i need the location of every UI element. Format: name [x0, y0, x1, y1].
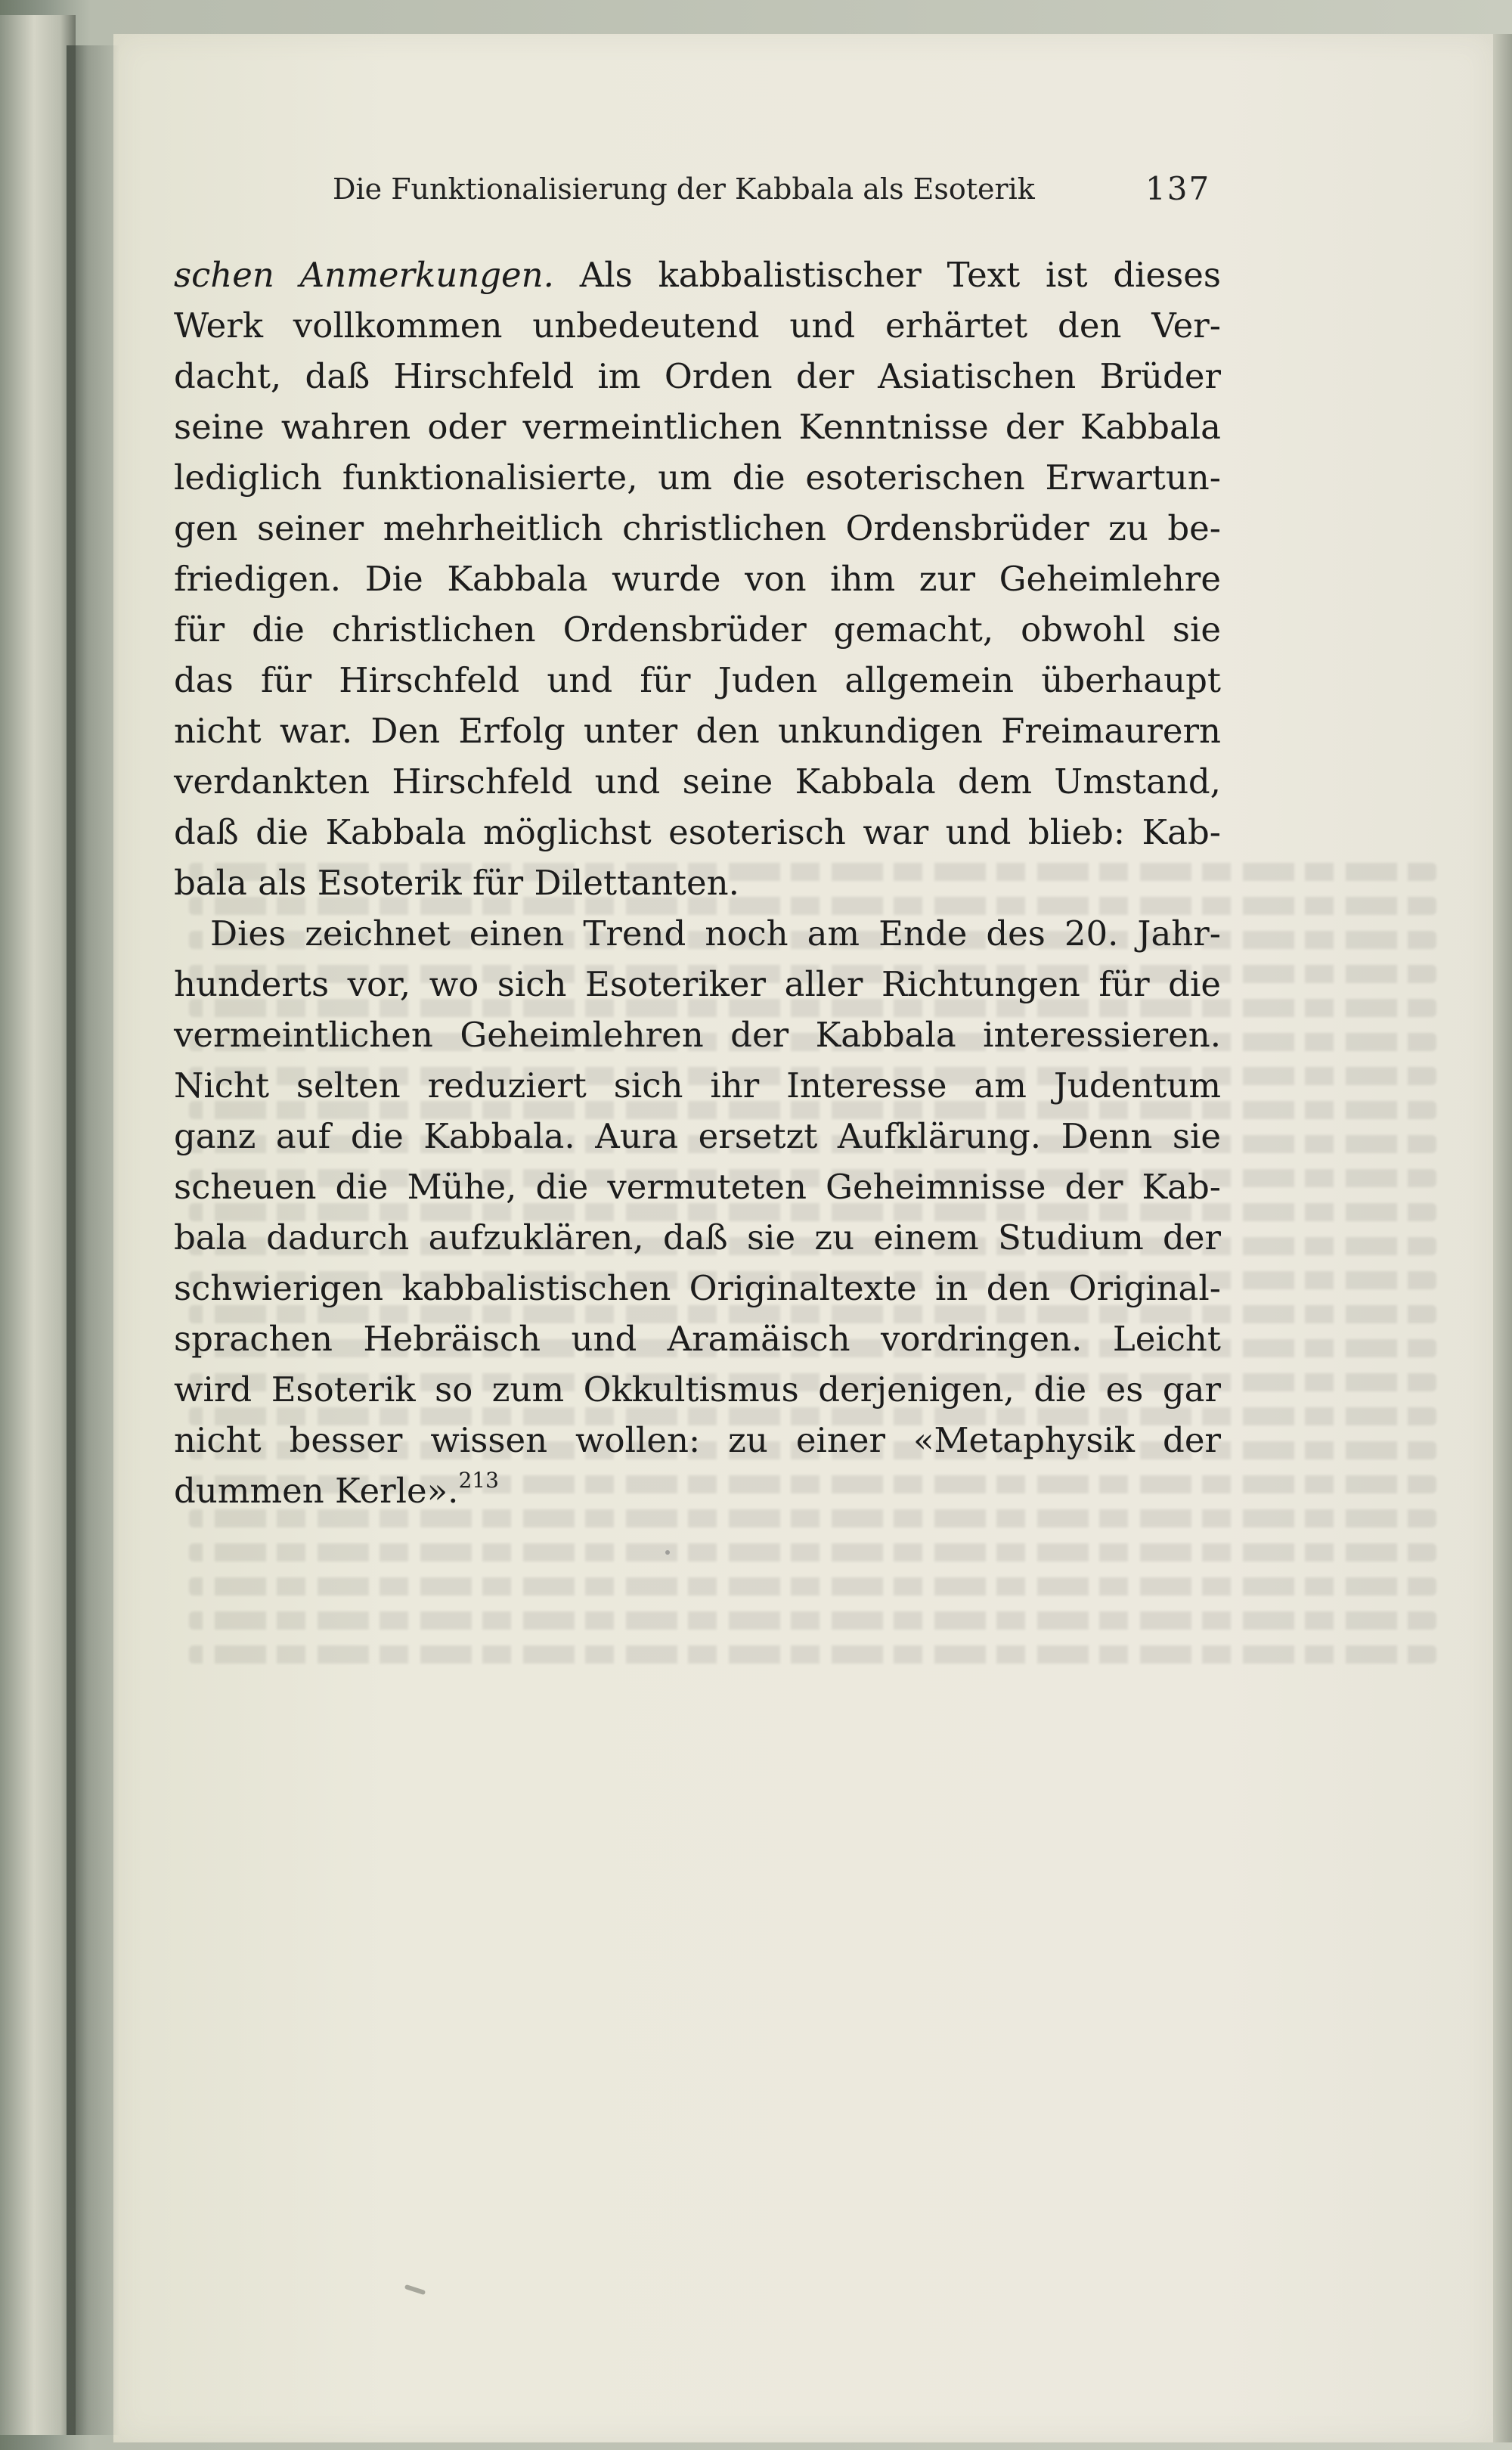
text-line: friedigen. Die Kabbala wurde von ihm zur Geheimlehre [174, 559, 1221, 599]
text-line-rest: Als kabbalistischer Text ist dieses [553, 255, 1221, 295]
footnote-reference: 213 [458, 1468, 499, 1493]
text-line: hunderts vor, wo sich Esoteriker aller Richtungen für die [174, 964, 1221, 1004]
text-line: scheuen die Mühe, die vermuteten Geheimnisse der Kab- [174, 1167, 1221, 1207]
text-line: ganz auf die Kabbala. Aura ersetzt Aufklärung. Denn sie [174, 1116, 1221, 1156]
text-line [174, 1465, 1221, 1516]
text-line: verdankten Hirschfeld und seine Kabbala dem Umstand, [174, 761, 1221, 802]
text-line: nicht war. Den Erfolg unter den unkundigen Freimaurern [174, 711, 1221, 751]
body-text [174, 250, 1221, 1516]
paragraph-2 [174, 908, 1221, 1516]
text-line: vermeintlichen Geheimlehren der Kabbala interessieren. [174, 1015, 1221, 1055]
page-edge [1493, 34, 1512, 2442]
text-line-end: dummen Kerle». [174, 1471, 459, 1511]
paper-speck [665, 1550, 670, 1555]
text-line: bala als Esoterik für Dilettanten. [174, 863, 739, 903]
text-line: lediglich funktionalisierte, um die esoterischen Erwartun- [174, 457, 1221, 498]
text-line: gen seiner mehrheitlich christlichen Ordensbrüder zu be- [174, 508, 1221, 548]
text-line: Nicht selten reduziert sich ihr Interesse am Judentum [174, 1065, 1221, 1106]
previous-page-edge [0, 15, 76, 2435]
text-line: Dies zeichnet einen Trend noch am Ende des 20. Jahr- [210, 913, 1221, 954]
text-line: nicht besser wissen wollen: zu einer «Metaphysik der [174, 1420, 1221, 1460]
text-line [174, 250, 1221, 300]
text-line: bala dadurch aufzuklären, daß sie zu einem Studium der [174, 1217, 1221, 1258]
paragraph-1 [174, 250, 1221, 908]
text-line: wird Esoterik so zum Okkultismus derjenigen, die es gar [174, 1369, 1221, 1410]
italic-text: schen Anmerkungen. [174, 255, 554, 295]
text-line: Werk vollkommen unbedeutend und erhärtet den Ver- [174, 305, 1221, 346]
text-line: das für Hirschfeld und für Juden allgemein überhaupt [174, 660, 1221, 700]
text-line: seine wahren oder vermeintlichen Kenntnisse der Kabbala [174, 407, 1221, 447]
text-line: schwierigen kabbalistischen Originaltexte in den Original- [174, 1268, 1221, 1308]
spine-shadow [67, 45, 119, 2435]
text-line: dacht, daß Hirschfeld im Orden der Asiatischen Brüder [174, 356, 1221, 396]
text-line: für die christlichen Ordensbrüder gemacht, obwohl sie [174, 609, 1221, 650]
running-title: Die Funktionalisierung der Kabbala als Esoterik [333, 172, 1035, 206]
text-line: daß die Kabbala möglichst esoterisch war und blieb: Kab- [174, 812, 1221, 852]
text-line: sprachen Hebräisch und Aramäisch vordringen. Leicht [174, 1319, 1221, 1359]
page-number: 137 [1145, 170, 1211, 207]
